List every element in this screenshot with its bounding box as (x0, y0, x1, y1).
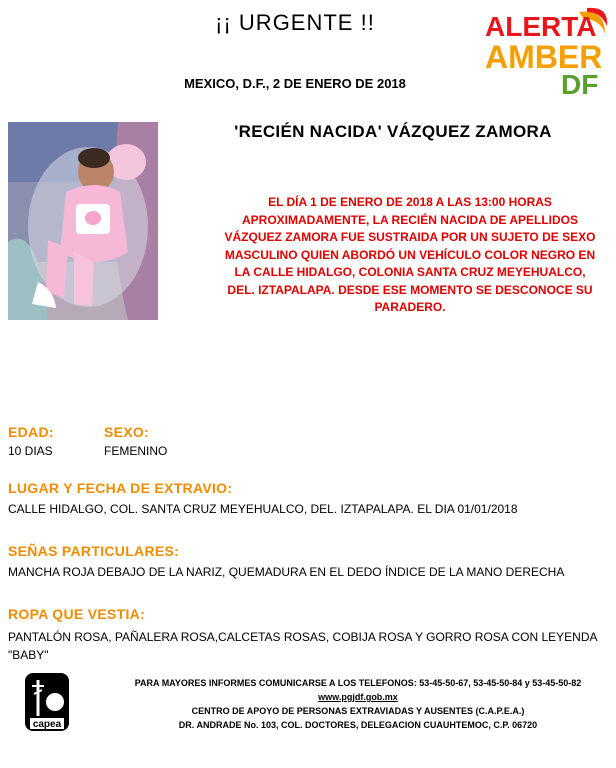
clothes-value: PANTALÓN ROSA, PAÑALERA ROSA,CALCETAS ROSAS, COBIJA ROSA Y GORRO ROSA CON LEYENDA "BABY" (8, 630, 597, 662)
place-label: LUGAR Y FECHA DE EXTRAVIO: (8, 480, 233, 496)
capea-logo (24, 672, 70, 732)
age-value: 10 DIAS (8, 444, 53, 458)
missing-person-photo (8, 122, 158, 320)
alert-date: MEXICO, D.F., 2 DE ENERO DE 2018 (184, 76, 406, 91)
address-line: DR. ANDRADE No. 103, COL. DOCTORES, DELEGACION CUAUHTEMOC, C.P. 06720 (178, 720, 538, 730)
center-line: CENTRO DE APOYO DE PERSONAS EXTRAVIADAS Y AUSENTES (C.A.P.E.A.) (191, 706, 525, 716)
logo-line2: AMBER (485, 39, 603, 75)
alerta-amber-logo (483, 6, 609, 96)
sex-value: FEMENINO (104, 444, 168, 458)
age-label: EDAD: (8, 424, 54, 440)
marks-value: MANCHA ROJA DEBAJO DE LA NARIZ, QUEMADURA EN EL DEDO ÍNDICE DE LA MANO DERECHA (8, 565, 565, 579)
clothes-label: ROPA QUE VESTIA: (8, 606, 146, 622)
contact-footer (100, 676, 616, 732)
alerta-amber-logo-graphic (483, 6, 609, 96)
sex-label: SEXO: (104, 424, 150, 440)
logo-line1: ALERTA (485, 11, 597, 42)
website-link[interactable]: www.pgjdf.gob.mx (318, 692, 398, 702)
urgent-heading: ¡¡ URGENTE !! (215, 10, 375, 35)
phones-line: PARA MAYORES INFORMES COMUNICARSE A LOS TELEFONOS: 53-45-50-67, 53-45-50-84 y 53-45-50-82 (134, 678, 582, 688)
capea-logo-text: capea (32, 719, 62, 730)
place-value: CALLE HIDALGO, COL. SANTA CRUZ MEYEHUALCO, DEL. IZTAPALAPA. EL DIA 01/01/2018 (8, 502, 518, 516)
marks-label: SEÑAS PARTICULARES: (8, 543, 180, 559)
case-description: EL DÍA 1 DE ENERO DE 2018 A LAS 13:00 HORAS APROXIMADAMENTE, LA RECIÉN NACIDA DE APELLIDOS VÁZQUEZ ZAMORA FUE SUSTRAIDA POR UN SUJETO DE SEXO MASCULINO QUIEN ABORDÓ UN VEHÍCULO COLOR NEGRO EN LA CALLE HIDALGO, COLONIA SANTA CRUZ MEYEHUALCO, DEL. IZTAPALAPA. DESDE ESE MOMENTO SE DESCONOCE SU PARADERO. (224, 195, 596, 314)
logo-line3: DF (561, 69, 599, 96)
missing-person-name: 'RECIÉN NACIDA' VÁZQUEZ ZAMORA (234, 122, 552, 141)
